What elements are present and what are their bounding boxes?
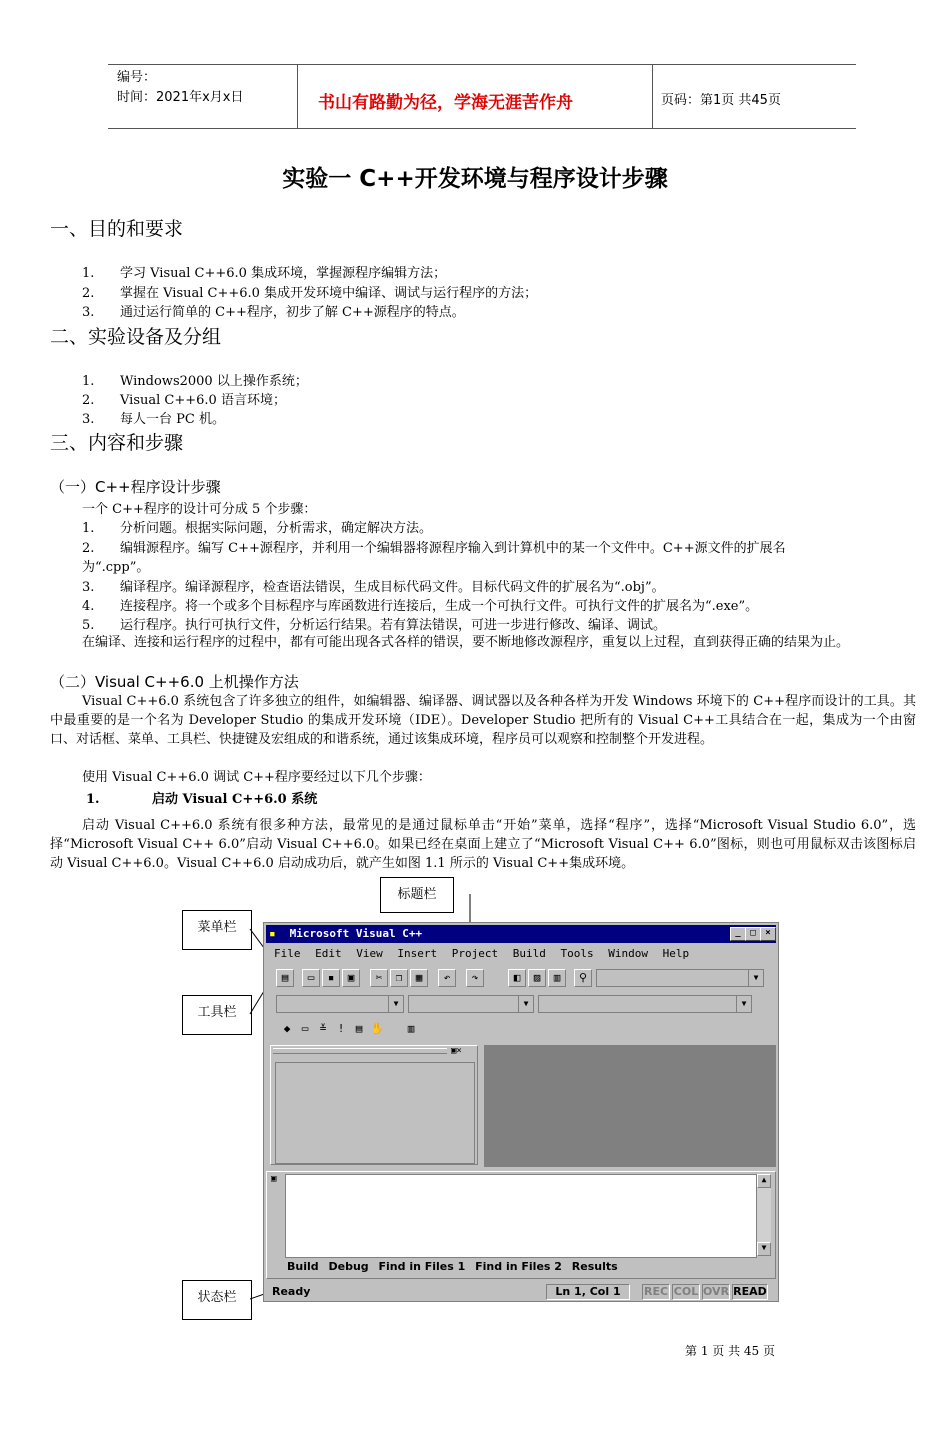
- vc-ide-window: [263, 922, 779, 1302]
- callout-title-bar: 标题栏: [380, 877, 454, 913]
- list-item: 2. 掌握在 Visual C++6.0 集成开发环境中编译、调试与运行程序的方法；: [82, 286, 538, 301]
- mini-build-icon[interactable]: ▥: [407, 1022, 415, 1035]
- new-file-icon[interactable]: ▤: [276, 969, 294, 987]
- menu-window[interactable]: Window: [608, 947, 648, 960]
- pane-close-icon[interactable]: ▣: [271, 1174, 277, 1184]
- serial-label: 编号：: [117, 70, 157, 85]
- find-combo[interactable]: [596, 969, 764, 987]
- execute-icon[interactable]: !: [337, 1022, 345, 1035]
- list-item: 2. Visual C++6.0 语言环境；: [82, 393, 286, 408]
- list-item: 3. 编译程序。编译源程序，检查语法错误，生成目标代码文件。目标代码文件的扩展名为“.obj”。: [82, 580, 665, 595]
- chevron-down-icon[interactable]: ▼: [518, 996, 533, 1012]
- menu-view[interactable]: View: [356, 947, 383, 960]
- breakpoint-icon[interactable]: ✋: [370, 1022, 384, 1035]
- status-read: READ: [733, 1285, 767, 1298]
- status-ovr: OVR: [703, 1285, 730, 1298]
- chevron-down-icon[interactable]: ▼: [748, 970, 763, 986]
- chevron-down-icon[interactable]: ▼: [388, 996, 403, 1012]
- output-icon[interactable]: ▨: [528, 969, 546, 987]
- go-icon[interactable]: ▤: [355, 1022, 363, 1035]
- header-motto: 书山有路勤为径，学海无涯苦作舟: [318, 93, 573, 113]
- tab-debug[interactable]: Debug: [328, 1260, 369, 1273]
- mdi-client-area: [484, 1045, 776, 1167]
- redo-icon[interactable]: ↷: [466, 969, 484, 987]
- ide-status-bar: [266, 1283, 776, 1301]
- ide-wizard-bar: [266, 993, 776, 1015]
- steps-closing-paragraph: 在编译、连接和运行程序的过程中，都有可能出现各式各样的错误，要不断地修改源程序，重复以上过程，直到获得正确的结果为止。: [82, 635, 850, 650]
- ide-title-bar: [266, 925, 776, 943]
- find-in-files-icon[interactable]: ⚲: [574, 969, 592, 987]
- stop-build-icon[interactable]: ≚: [319, 1022, 327, 1035]
- pane-grip[interactable]: [273, 1048, 447, 1054]
- ide-window-title: Microsoft Visual C++: [289, 927, 423, 940]
- workspace-pane[interactable]: [270, 1045, 478, 1165]
- output-tabs: [287, 1260, 624, 1273]
- list-item: 1. 分析问题。根据实际问题，分析需求，确定解决方法。: [82, 521, 433, 536]
- callout-status-bar: 状态栏: [182, 1280, 252, 1320]
- tab-find-in-files-1[interactable]: Find in Files 1: [378, 1260, 466, 1273]
- tab-build[interactable]: Build: [287, 1260, 319, 1273]
- members-combo[interactable]: [538, 995, 752, 1013]
- status-col: COL: [673, 1285, 699, 1298]
- status-rec: REC: [643, 1285, 669, 1298]
- list-item: 1. 学习 Visual C++6.0 集成环境，掌握源程序编辑方法；: [82, 266, 447, 281]
- workspace-content: [275, 1062, 475, 1164]
- undo-icon[interactable]: ↶: [438, 969, 456, 987]
- time-label: 时间：2021年x月x日: [117, 90, 244, 105]
- subsection1-heading: （一）C++程序设计步骤: [50, 478, 221, 496]
- save-all-icon[interactable]: ▣: [342, 969, 360, 987]
- document-title: 实验一 C++开发环境与程序设计步骤: [282, 166, 668, 192]
- status-ready: Ready: [272, 1285, 311, 1298]
- section2-heading: 二、实验设备及分组: [50, 326, 222, 348]
- copy-icon[interactable]: ❐: [390, 969, 408, 987]
- vc-intro-paragraph: Visual C++6.0 系统包含了许多独立的组件，如编辑器、编译器、调试器以及各种各样为开发 Windows 环境下的 C++程序而设计的工具。其中最重要的是一个名为 Developer Studio 的集成开发环境（IDE）。Developer Studio 把所有的 Visual C++工具结合在一起，集成为一个由窗口、对话框、菜单、工具栏、快捷键及宏组成的和谐系统，通过该集成环境，程序员可以观察和控制整个开发进程。: [50, 694, 916, 747]
- scroll-down-icon[interactable]: ▼: [757, 1242, 771, 1256]
- app-icon: ▪: [269, 927, 276, 940]
- menu-tools[interactable]: Tools: [560, 947, 594, 960]
- open-icon[interactable]: ▭: [302, 969, 320, 987]
- cut-icon[interactable]: ✂: [370, 969, 388, 987]
- minimize-icon[interactable]: _: [730, 927, 746, 941]
- callout-tool-bar: 工具栏: [182, 995, 252, 1035]
- list-item: 2. 编辑源程序。编写 C++源程序，并利用一个编辑器将源程序输入到计算机中的某一个文件中。C++源文件的扩展名: [82, 541, 786, 556]
- list-item: 5. 运行程序。执行可执行文件，分析运行结果。若有算法错误，可进一步进行修改、编译、调试。: [82, 618, 667, 633]
- maximize-icon[interactable]: □: [745, 927, 761, 941]
- page-footer: 第 1 页 共 45 页: [685, 1344, 775, 1358]
- build-icon[interactable]: ▭: [301, 1022, 309, 1035]
- menu-project[interactable]: Project: [451, 947, 499, 960]
- callout-menu-bar: 菜单栏: [182, 910, 252, 950]
- step2-continuation: 为“.cpp”。: [82, 560, 150, 575]
- ide-menu-bar: [266, 945, 689, 963]
- chevron-down-icon[interactable]: ▼: [736, 996, 751, 1012]
- output-text-area[interactable]: [285, 1174, 757, 1258]
- class-combo[interactable]: [276, 995, 404, 1013]
- menu-build[interactable]: Build: [512, 947, 546, 960]
- section3-heading: 三、内容和步骤: [50, 432, 184, 454]
- list-item: 3. 每人一台 PC 机。: [82, 412, 225, 427]
- list-item: 4. 连接程序。将一个或多个目标程序与库函数进行连接后，生成一个可执行文件。可执行文件的扩展名为“.exe”。: [82, 599, 759, 614]
- ide-standard-toolbar: [266, 967, 776, 989]
- save-icon[interactable]: ▪: [322, 969, 340, 987]
- compile-icon[interactable]: ◆: [283, 1022, 291, 1035]
- tab-results[interactable]: Results: [571, 1260, 618, 1273]
- menu-edit[interactable]: Edit: [315, 947, 342, 960]
- window-list-icon[interactable]: ▥: [548, 969, 566, 987]
- steps-intro: 一个 C++程序的设计可分成 5 个步骤：: [82, 502, 317, 517]
- list-item: 1. Windows2000 以上操作系统；: [82, 374, 308, 389]
- scroll-up-icon[interactable]: ▲: [757, 1174, 771, 1188]
- ide-build-toolbar: [266, 1019, 776, 1041]
- section1-heading: 一、目的和要求: [50, 218, 184, 240]
- menu-file[interactable]: File: [274, 947, 301, 960]
- status-position: Ln 1, Col 1: [546, 1284, 630, 1300]
- output-scrollbar[interactable]: [757, 1174, 771, 1256]
- debug-steps-intro: 使用 Visual C++6.0 调试 C++程序要经过以下几个步骤：: [82, 770, 431, 785]
- launch-paragraph: 启动 Visual C++6.0 系统有很多种方法，最常见的是通过鼠标单击“开始”菜单，选择“程序”，选择“Microsoft Visual Studio 6.0”，选择“Microsoft Visual C++ 6.0”启动 Visual C++6.0。如果已经在桌面上建立了“Microsoft Visual C++ 6.0”图标，则也可用鼠标双击该图标启动 Visual C++6.0。Visual C++6.0 启动成功后，就产生如图 1.1 所示的 Visual C++集成环境。: [50, 818, 916, 871]
- workspace-icon[interactable]: ◧: [508, 969, 526, 987]
- paste-icon[interactable]: ▦: [410, 969, 428, 987]
- menu-insert[interactable]: Insert: [397, 947, 438, 960]
- step-heading: 1. 启动 Visual C++6.0 系统: [86, 792, 318, 807]
- subsection2-heading: （二）Visual C++6.0 上机操作方法: [50, 673, 299, 691]
- close-icon[interactable]: ×: [760, 927, 776, 941]
- output-pane[interactable]: [266, 1171, 776, 1279]
- page-info: 页码：第1页 共45页: [661, 93, 781, 108]
- menu-help[interactable]: Help: [662, 947, 690, 960]
- list-item: 3. 通过运行简单的 C++程序，初步了解 C++源程序的特点。: [82, 305, 465, 320]
- filter-combo[interactable]: [408, 995, 534, 1013]
- tab-find-in-files-2[interactable]: Find in Files 2: [475, 1260, 562, 1273]
- pane-controls-icon[interactable]: ▣×: [451, 1046, 462, 1056]
